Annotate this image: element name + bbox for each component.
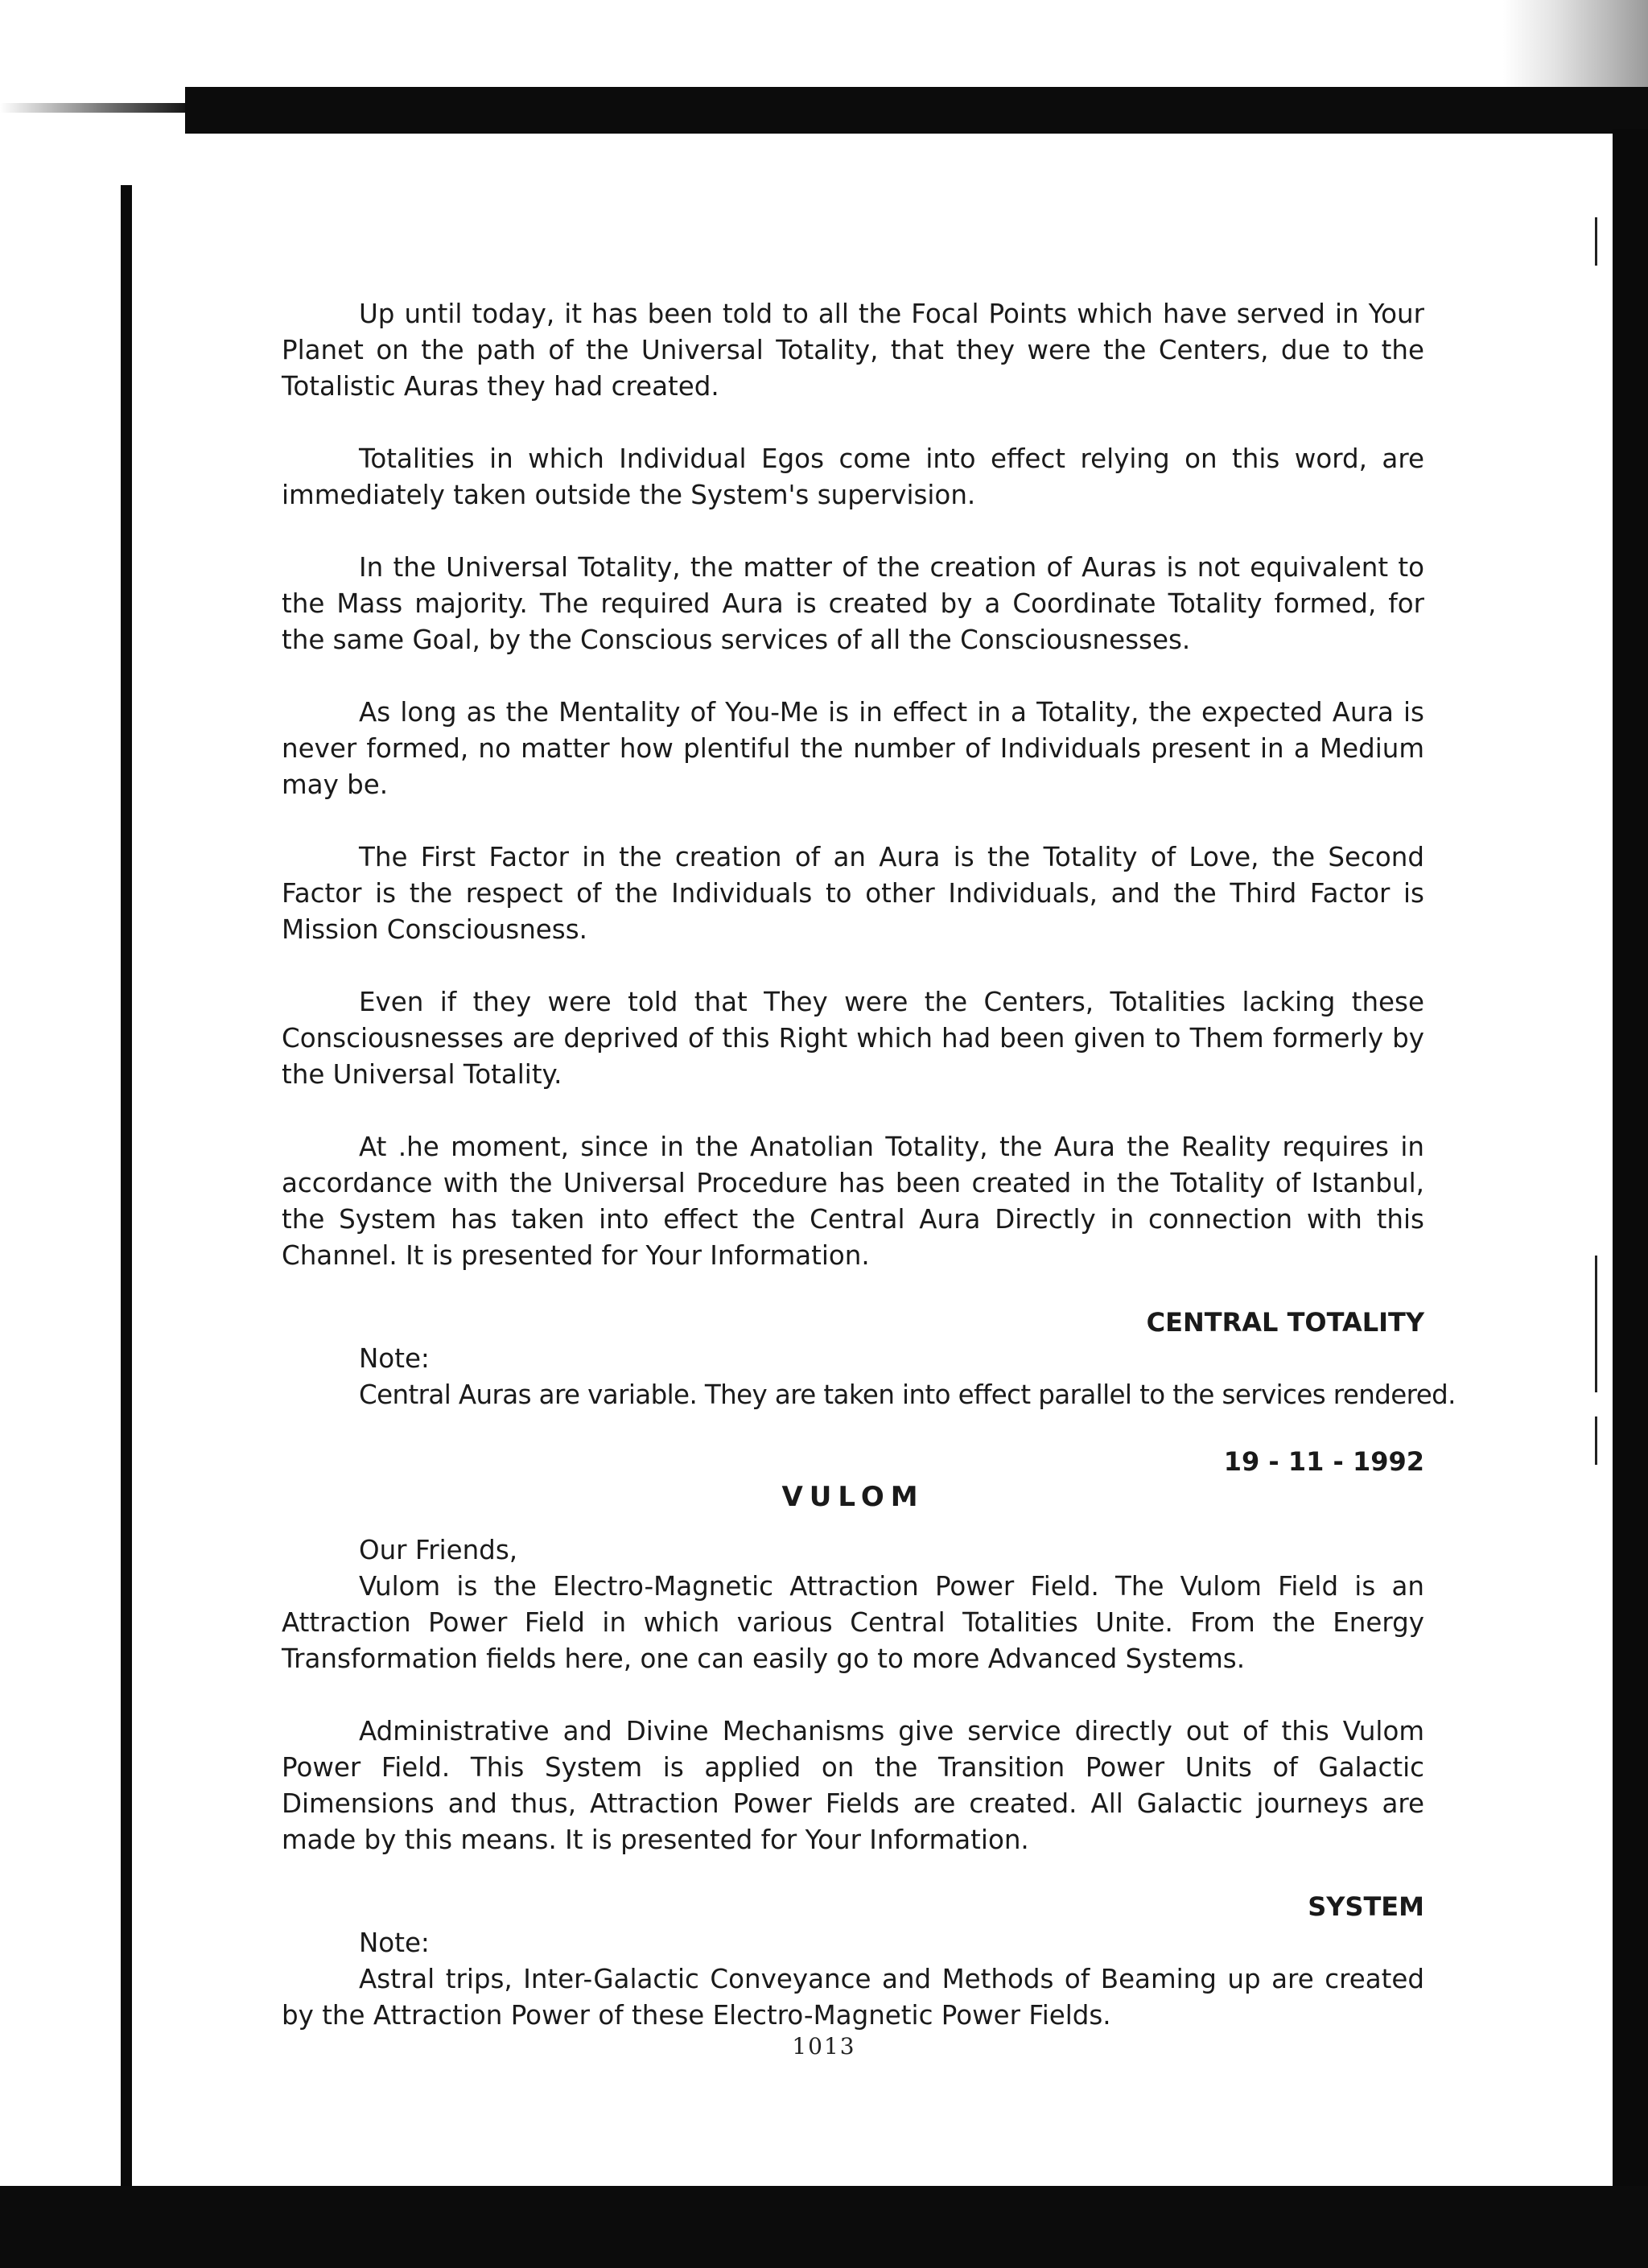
section-title: VULOM: [781, 1481, 925, 1513]
note-label: Note:: [359, 1928, 430, 1958]
section-heading: [282, 1444, 1424, 1516]
paragraph: In the Universal Totality, the matter of the creation of Auras is not equivalent to the Mass majority. The required Aura is created by a Coordinate Totality formed, for the same Goal, by the Conscious services of all the Consciousnesses.: [282, 552, 1424, 655]
scan-left-border: [121, 185, 132, 2197]
paragraph: Totalities in which Individual Egos come into effect relying on this word, are immediately taken outside the System's supervision.: [282, 443, 1424, 510]
page-body: [282, 296, 1456, 2034]
page-number: 1013: [792, 2033, 856, 2060]
margin-mark: [1595, 1416, 1597, 1465]
note-text: Astral trips, Inter-Galactic Conveyance and Methods of Beaming up are created by the Attraction Power of these Electro-Magnetic Power Fields.: [282, 1964, 1424, 2031]
paragraph: At .he moment, since in the Anatolian Totality, the Aura the Reality requires in accordance with the Universal Procedure has been created in the Totality of Istanbul, the System has taken into effect the Central Aura Directly in connection with this Channel. It is presented for Your Information.: [282, 1132, 1424, 1271]
margin-mark: [1595, 217, 1597, 266]
note-text: Central Auras are variable. They are taken into effect parallel to the services rendered.: [359, 1379, 1456, 1410]
scan-bottom-border: [0, 2186, 1648, 2268]
date: 19 - 11 - 1992: [1223, 1446, 1424, 1477]
paragraph: Administrative and Divine Mechanisms give service directly out of this Vulom Power Field. This System is applied on the Transition Power Units of Galactic Dimensions and thus, Attraction Power Fields are created. All Galactic journeys are made by this means. It is presented for Your Information.: [282, 1716, 1424, 1855]
scan-corner-shadow: [1503, 0, 1648, 89]
paragraph: The First Factor in the creation of an Aura is the Totality of Love, the Second Factor is the respect of the Individuals to other Individuals, and the Third Factor is Mission Consciousness.: [282, 842, 1424, 945]
note-label: Note:: [359, 1343, 430, 1374]
greeting: Our Friends,: [359, 1535, 518, 1565]
paragraph: Vulom is the Electro-Magnetic Attraction Power Field. The Vulom Field is an Attraction Power Field in which various Central Totalities Unite. From the Energy Transformation fields here, one can easily go to more Advanced Systems.: [282, 1571, 1424, 1674]
paragraph: Up until today, it has been told to all the Focal Points which have served in Your Planet on the path of the Universal Totality, that they were the Centers, due to the Totalistic Auras they had created.: [282, 299, 1424, 402]
signature-central-totality: CENTRAL TOTALITY: [1146, 1307, 1424, 1338]
signature-system: SYSTEM: [1308, 1891, 1424, 1922]
scan-top-fade: [0, 103, 193, 113]
margin-mark: [1595, 1256, 1597, 1392]
paragraph: Even if they were told that They were the Centers, Totalities lacking these Consciousnesses are deprived of this Right which had been given to Them formerly by the Universal Totality.: [282, 987, 1424, 1090]
paragraph: As long as the Mentality of You-Me is in effect in a Totality, the expected Aura is never formed, no matter how plentiful the number of Individuals present in a Medium may be.: [282, 697, 1424, 800]
scan-right-border: [1613, 129, 1648, 2189]
scan-top-border: [185, 87, 1648, 134]
